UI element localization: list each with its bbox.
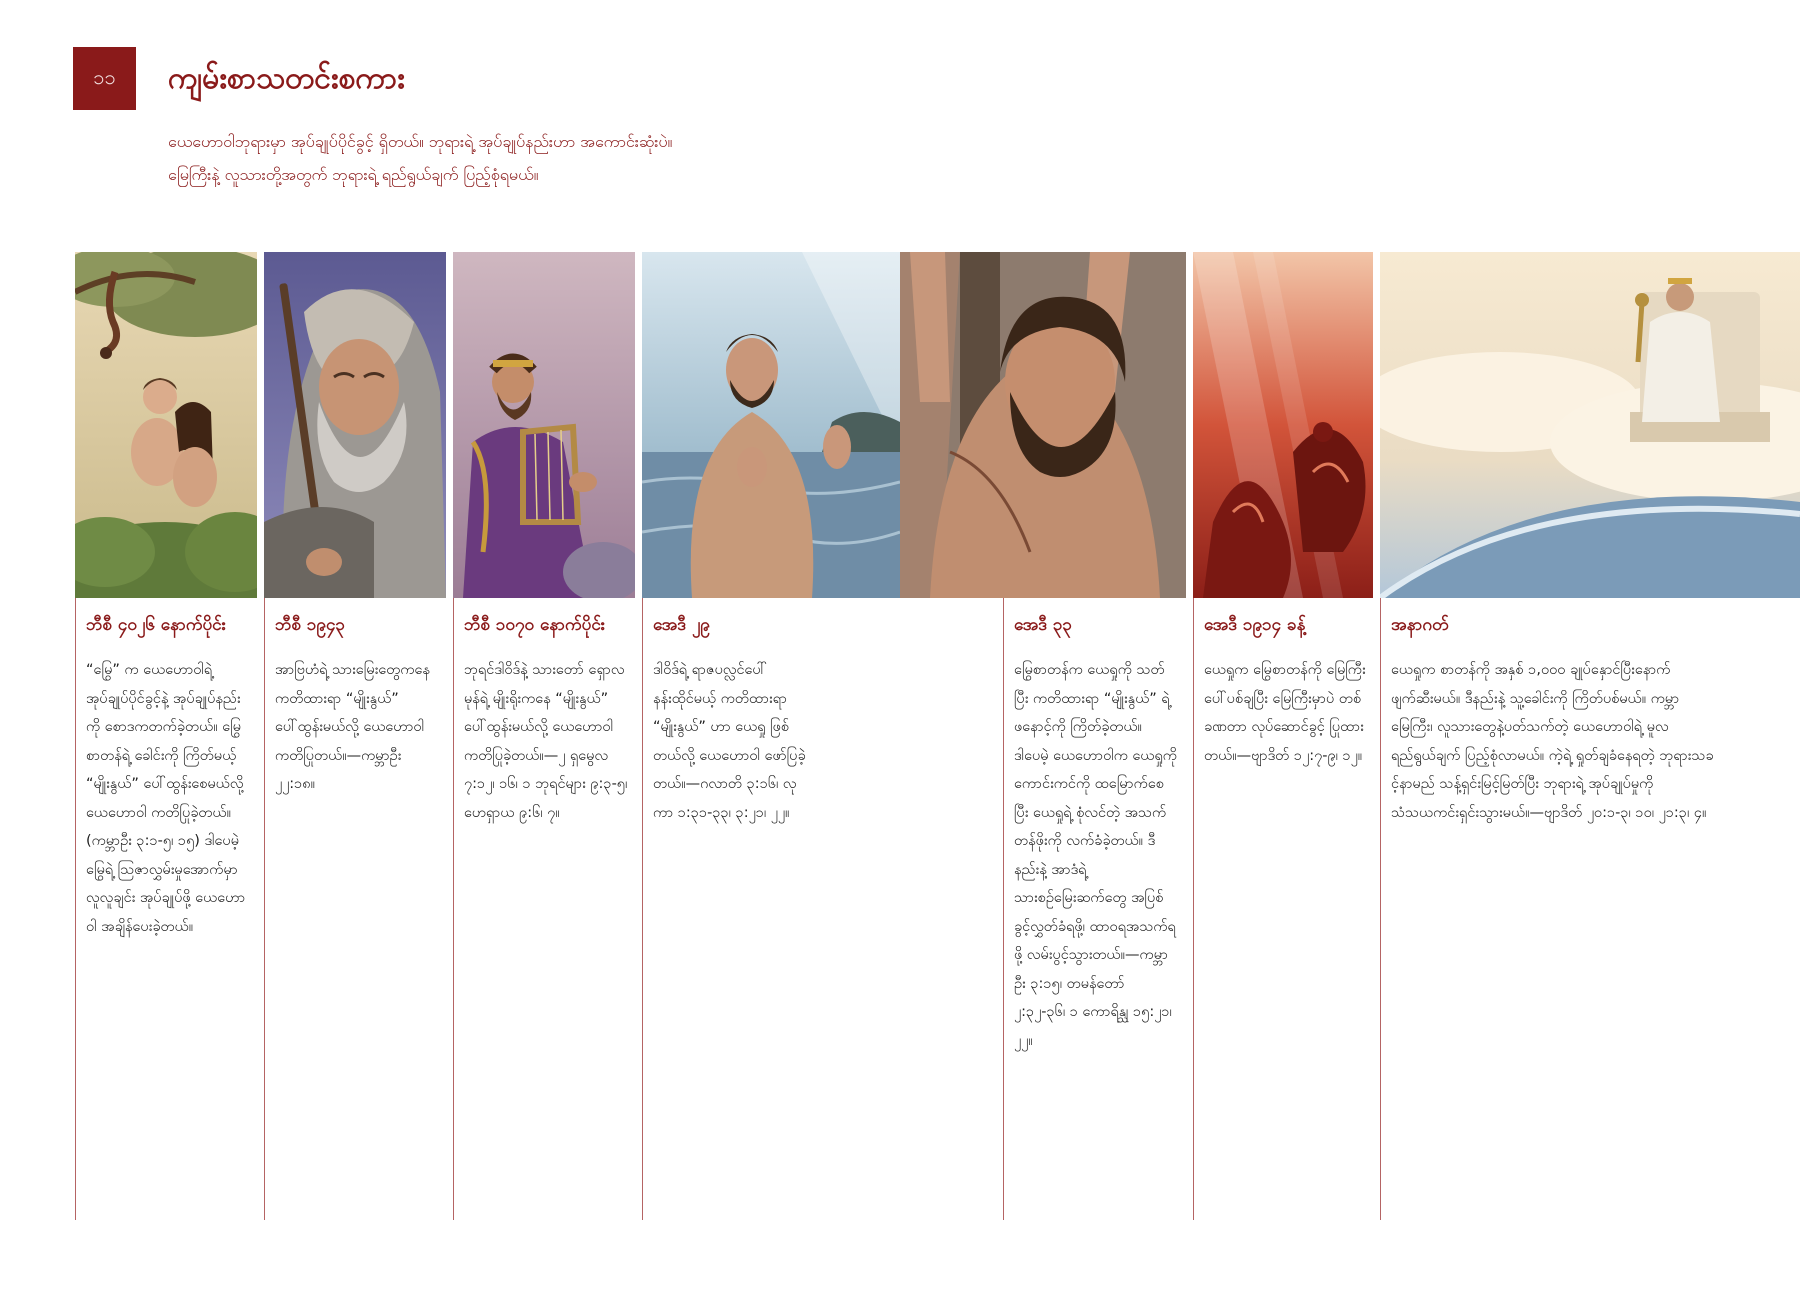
intro-text [168, 125, 1068, 191]
timeline-date: အေဒီ ၂၉ [653, 615, 710, 635]
intro-line: ယေဟောဝါဘုရားမှာ အုပ်ချုပ်ပိုင်ခွင့် ရှိတယ်။ ဘုရားရဲ့ အုပ်ချုပ်နည်းဟာ အကောင်းဆုံးပဲ။ [168, 132, 673, 151]
timeline-column [1380, 598, 1721, 1220]
timeline-column [642, 598, 818, 1220]
timeline-date: အနာဂတ် [1391, 615, 1449, 635]
panel-jesus-throne [1380, 252, 1800, 598]
timeline-column [75, 598, 258, 1220]
panel-david-harp [453, 252, 635, 598]
panel-abraham [264, 252, 446, 598]
timeline-text: ယေရှုက မြွေစာတန်ကို မြေကြီးပေါ်ပစ်ချပြီး မြေကြီးမှာပဲ တစ်ခဏတာ လုပ်ဆောင်ခွင့် ပြုထားတယ်။—ဗျာဒိတ် ၁၂:၇-၉၊ ၁၂။ [1204, 662, 1366, 764]
timeline-text: ဘုရင်ဒါဝိဒ်နဲ့ သားတော် ရှောလမုန်ရဲ့ မျိုးရိုးကနေ “မျိုးနွယ်” ပေါ်ထွန်းမယ်လို့ ယေဟောဝါ ကတိပြုခဲ့တယ်။—၂ ရှမွေလ ၇:၁၂၊ ၁၆၊ ၁ ဘုရင်များ ၉:၃-၅၊ ဟေရှာယ ၉:၆၊ ၇။ [464, 662, 628, 821]
timeline-column [1003, 598, 1184, 1220]
timeline-date: အေဒီ ၃၃ [1014, 615, 1073, 635]
timeline-column [1193, 598, 1374, 1220]
timeline-column [264, 598, 447, 1220]
illustration-strip [0, 252, 1800, 598]
panel-jesus-stake [900, 252, 1186, 598]
timeline-date: အေဒီ ၁၉၁၄ ခန့် [1204, 615, 1306, 635]
timeline-column [453, 598, 636, 1220]
timeline-date: ဘီစီ ၁၉၄၃ [275, 615, 346, 635]
panel-adam-eve-serpent [75, 252, 257, 598]
timeline-date: ဘီစီ ၄၀၂၆ နောက်ပိုင်း [86, 615, 226, 635]
timeline-text: “မြွေ” က ယေဟောဝါရဲ့ အုပ်ချုပ်ပိုင်ခွင့်နဲ့ အုပ်ချုပ်နည်းကို စောဒကတက်ခဲ့တယ်။ မြွေစာတန်ရဲ့ ခေါင်းကို ကြိတ်မယ့် “မျိုးနွယ်” ပေါ်ထွန်းစေမယ်လို့ ယေဟောဝါ ကတိပြုခဲ့တယ်။ (ကမ္ဘာဦး ၃:၁-၅၊ ၁၅) ဒါပေမဲ့ မြွေရဲ့ ဩဇာလွှမ်းမှုအောက်မှာ လူလူချင်း အုပ်ချုပ်ဖို့ ယေဟောဝါ အချိန်ပေးခဲ့တယ်။ [86, 662, 246, 935]
page-title: ကျမ်းစာသတင်းစကား [168, 61, 405, 96]
panel-satan-cast-down [1193, 252, 1373, 598]
lesson-number-badge: ၁၁ [73, 47, 136, 110]
timeline-date: ဘီစီ ၁၀၇၀ နောက်ပိုင်း [464, 615, 606, 635]
timeline-text: ဒါဝိဒ်ရဲ့ ရာဇပလ္လင်ပေါ် နန်းထိုင်မယ့် ကတိထားရာ “မျိုးနွယ်” ဟာ ယေရှု ဖြစ်တယ်လို့ ယေဟောဝါ ဖော်ပြခဲ့တယ်။—ဂလာတိ ၃:၁၆၊ လုကာ ၁:၃၁-၃၃၊ ၃:၂၁၊ ၂၂။ [653, 662, 806, 821]
panel-jesus-baptism [642, 252, 900, 598]
timeline-text: ယေရှုက စာတန်ကို အနှစ် ၁,၀၀၀ ချုပ်နှောင်ပြီးနောက် ဖျက်ဆီးမယ်။ ဒီနည်းနဲ့ သူ့ခေါင်းကို ကြိတ်ပစ်မယ်။ ကမ္ဘာမြေကြီး၊ လူသားတွေနဲ့ပတ်သက်တဲ့ ယေဟောဝါရဲ့ မူလရည်ရွယ်ချက် ပြည့်စုံလာမယ်။ ကဲ့ရဲ့ ရှုတ်ချခံနေရတဲ့ ဘုရားသခင့်နာမည် သန့်ရှင်းမြင့်မြတ်ပြီး ဘုရားရဲ့ အုပ်ချုပ်မှုကို သံသယကင်းရှင်းသွားမယ်။—ဗျာဒိတ် ၂၀:၁-၃၊ ၁၀၊ ၂၁:၃၊ ၄။ [1391, 662, 1714, 821]
intro-line: မြေကြီးနဲ့ လူသားတို့အတွက် ဘုရားရဲ့ ရည်ရွယ်ချက် ပြည့်စုံရမယ်။ [168, 165, 539, 184]
timeline-text: အာဗြဟံရဲ့ သားမြေးတွေကနေ ကတိထားရာ “မျိုးနွယ်” ပေါ်ထွန်းမယ်လို့ ယေဟောဝါ ကတိပြုတယ်။—ကမ္ဘာဦး ၂၂:၁၈။ [275, 662, 430, 792]
timeline-text: မြွေစာတန်က ယေရှုကို သတ်ပြီး ကတိထားရာ “မျိုးနွယ်” ရဲ့ ဖနောင့်ကို ကြိတ်ခဲ့တယ်။ ဒါပေမဲ့ ယေဟောဝါက ယေရှုကို ကောင်းကင်ကို ထမြောက်စေပြီး ယေရှုရဲ့ စုံလင်တဲ့ အသက်တန်ဖိုးကို လက်ခံခဲ့တယ်။ ဒီနည်းနဲ့ အာဒံရဲ့ သားစဉ်မြေးဆက်တွေ အပြစ်ခွင့်လွှတ်ခံရဖို့၊ ထာဝရအသက်ရဖို့ လမ်းပွင့်သွားတယ်။—ကမ္ဘာဦး ၃:၁၅၊ တမန်တော် ၂:၃၂-၃၆၊ ၁ ကောရိန္သု ၁၅:၂၁၊ ၂၂။ [1014, 662, 1177, 1049]
